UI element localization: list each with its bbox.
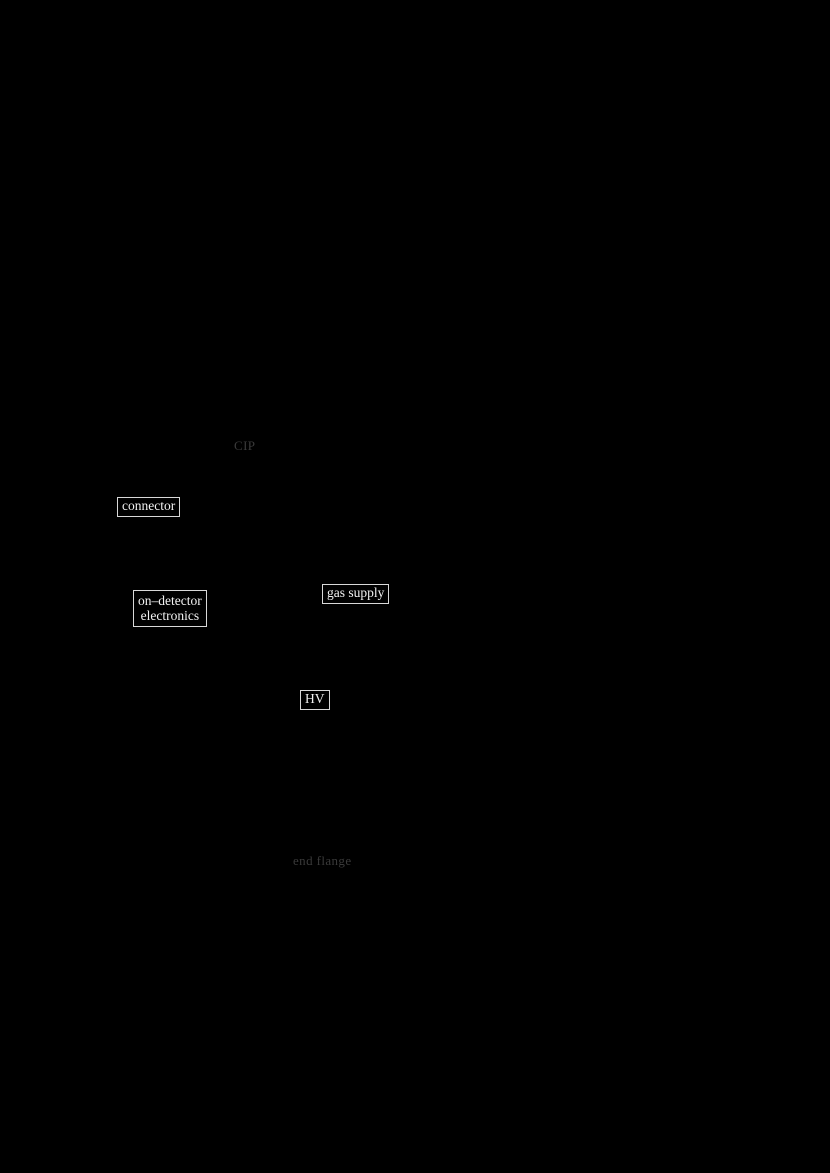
label-on-detector-electronics-line2: electronics bbox=[140, 608, 200, 624]
label-on-detector-electronics-line1: on–detector bbox=[138, 593, 202, 608]
label-connector: connector bbox=[117, 497, 180, 517]
label-cip: CIP bbox=[234, 438, 256, 453]
label-on-detector-electronics bbox=[133, 590, 207, 627]
label-gas-supply: gas supply bbox=[322, 584, 389, 604]
label-end-flange: end flange bbox=[293, 853, 352, 868]
label-hv: HV bbox=[300, 690, 330, 710]
